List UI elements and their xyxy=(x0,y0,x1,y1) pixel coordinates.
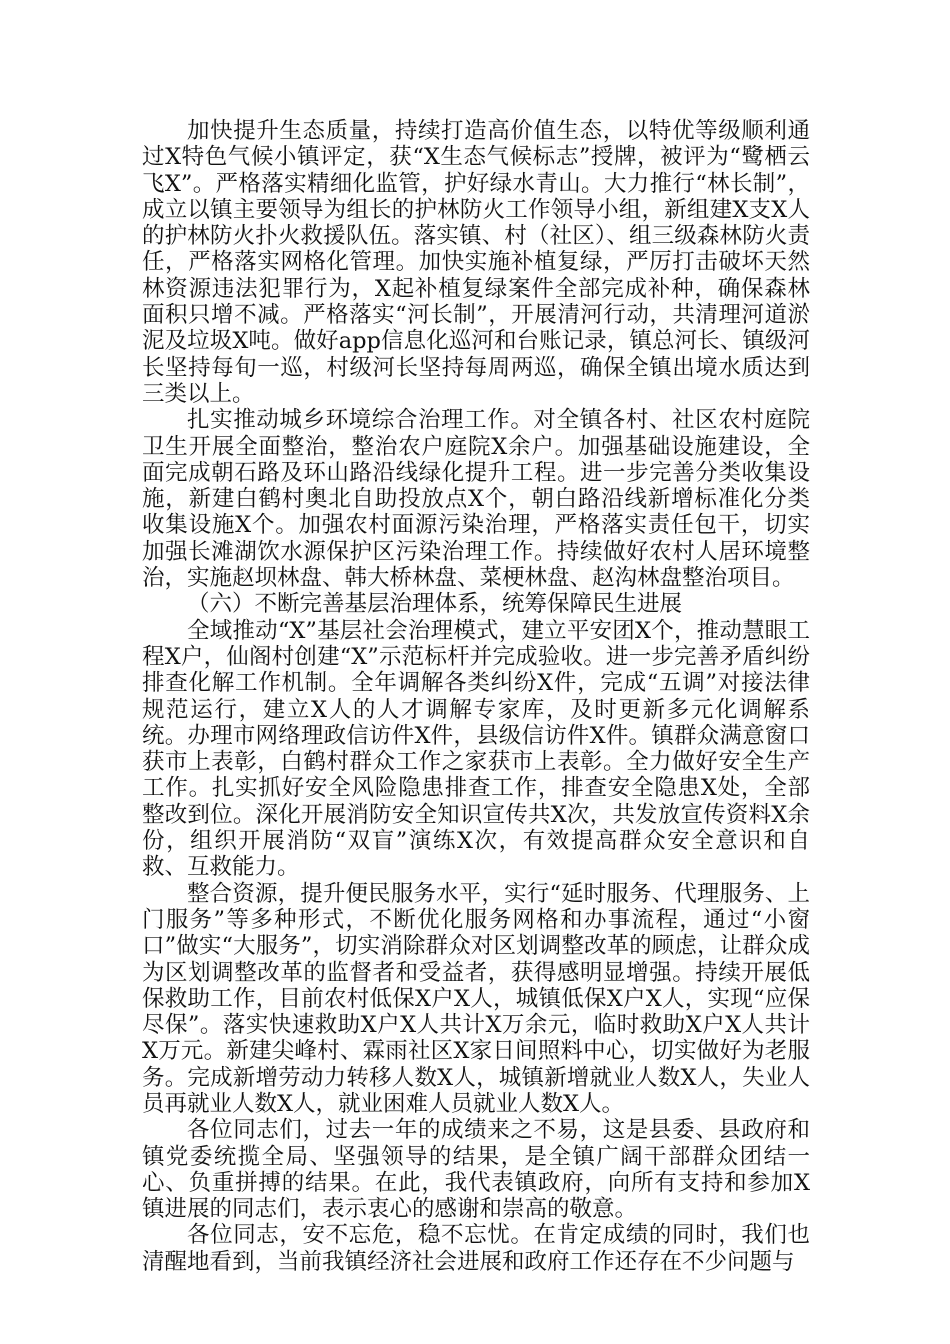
paragraph-governance: 全域推动“X”基层社会治理模式，建立平安团X个，推动慧眼工程X户，仙阁村创建“X”示范标杆并完成验收。进一步完善矛盾纠纷排查化解工作机制。全年调解各类纠纷X件，完成“五调”对接法律规范运行，建立X人的人才调解专家库，及时更新多元化调解系统。办理市网络理政信访件X件，县级信访件X件。镇群众满意窗口获市上表彰，白鹤村群众工作之家获市上表彰。全力做好安全生产工作。扎实抓好安全风险隐患排查工作，排查安全隐患X处，全部整改到位。深化开展消防安全知识宣传共X次，共发放宣传资料X余份，组织开展消防“双盲”演练X次，有效提高群众安全意识和自救、互救能力。 xyxy=(142,617,810,881)
document-page xyxy=(142,118,810,1275)
paragraph-environment: 扎实推动城乡环境综合治理工作。对全镇各村、社区农村庭院卫生开展全面整治，整治农户庭院X余户。加强基础设施建设，全面完成朝石路及环山路沿线绿化提升工程。进一步完善分类收集设施，新建白鹤村奥北自助投放点X个，朝白路沿线新增标准化分类收集设施X个。加强农村面源污染治理，严格落实责任包干，切实加强长滩湖饮水源保护区污染治理工作。持续做好农村人居环境整治，实施赵坝林盘、韩大桥林盘、菜梗林盘、赵沟林盘整治项目。 xyxy=(142,407,810,592)
paragraph-services: 整合资源，提升便民服务水平，实行“延时服务、代理服务、上门服务”等多种形式，不断优化服务网格和办事流程，通过“小窗口”做实“大服务”，切实消除群众对区划调整改革的顾虑，让群众成为区划调整改革的监督者和受益者，获得感明显增强。持续开展低保救助工作，目前农村低保X户X人，城镇低保X户X人，实现“应保尽保”。落实快速救助X户X人共计X万余元，临时救助X户X人共计X万元。新建尖峰村、霖雨社区X家日间照料中心，切实做好为老服务。完成新增劳动力转移人数X人，城镇新增就业人数X人，失业人员再就业人数X人，就业困难人员就业人数X人。 xyxy=(142,880,810,1117)
paragraph-ecology: 加快提升生态质量，持续打造高价值生态，以特优等级顺利通过X特色气候小镇评定，获“X生态气候标志”授牌，被评为“鹭栖云飞X”。严格落实精细化监管，护好绿水青山。大力推行“林长制”，成立以镇主要领导为组长的护林防火工作领导小组，新组建X支X人的护林防火扑火救援队伍。落实镇、村（社区）、组三级森林防火责任，严格落实网格化管理。加快实施补植复绿，严厉打击破坏天然林资源违法犯罪行为，X起补植复绿案件全部完成补种，确保森林面积只增不减。严格落实“河长制”，开展清河行动，共清理河道淤泥及垃圾X吨。做好app信息化巡河和台账记录，镇总河长、镇级河长坚持每旬一巡，村级河长坚持每周两巡，确保全镇出境水质达到三类以上。 xyxy=(142,118,810,407)
section-heading: （六）不断完善基层治理体系，统筹保障民生进展 xyxy=(187,591,683,618)
paragraph-thanks: 各位同志们，过去一年的成绩来之不易，这是县委、县政府和镇党委统揽全局、坚强领导的结果，是全镇广阔干部群众团结一心、负重拼搏的结果。在此，我代表镇政府，向所有支持和参加X镇进展的同志们，表示衷心的感谢和崇高的敬意。 xyxy=(142,1117,810,1223)
paragraph-problems: 各位同志，安不忘危，稳不忘忧。在肯定成绩的同时，我们也清醒地看到，当前我镇经济社会进展和政府工作还存在不少问题与 xyxy=(142,1222,810,1275)
